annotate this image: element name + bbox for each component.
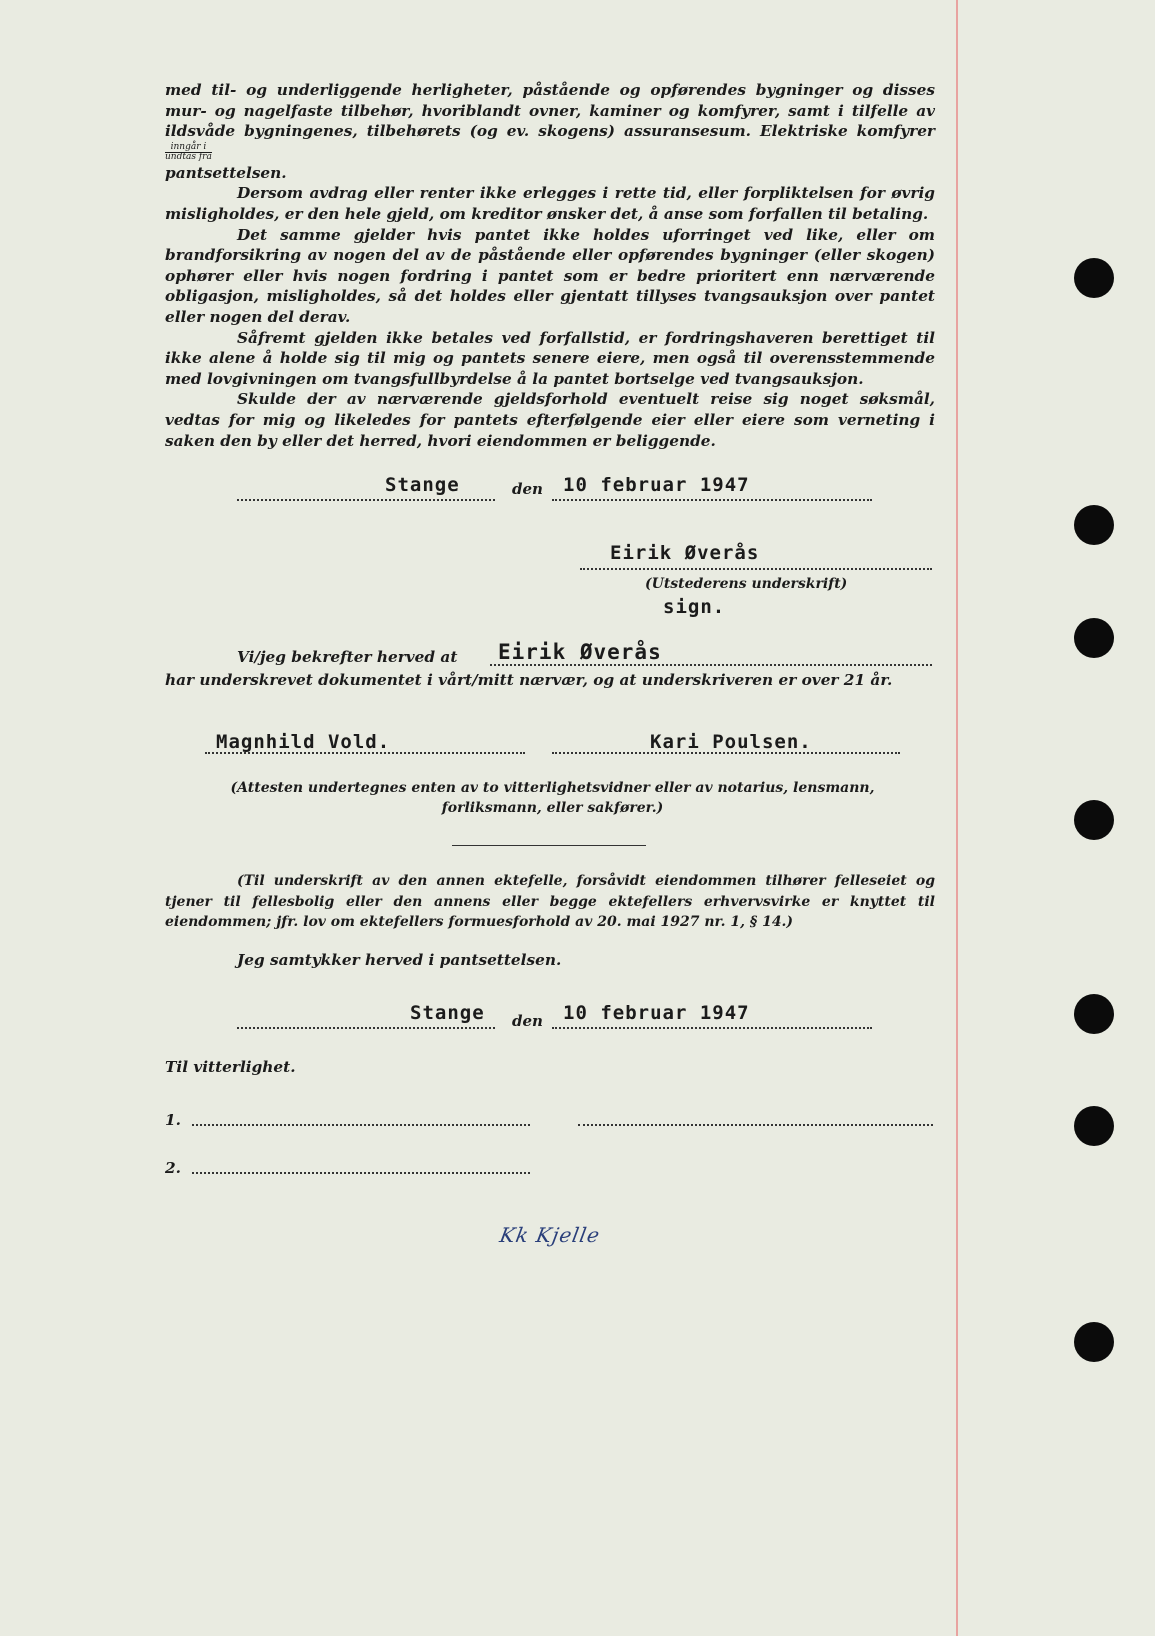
punch-hole [1074, 994, 1114, 1034]
mortgage-terms [165, 80, 935, 451]
divider [452, 845, 646, 846]
witness-1: Magnhild Vold. [216, 731, 391, 753]
date-line [552, 499, 872, 501]
vitterlighet-line-1b [578, 1124, 933, 1126]
place-line-2 [237, 1027, 495, 1029]
name-line [490, 664, 932, 666]
inline-fraction: inngår i undtas fra [165, 141, 212, 163]
punch-hole [1074, 505, 1114, 545]
punch-hole [1074, 800, 1114, 840]
den-label-1: den [512, 480, 543, 498]
paragraph-5: Skulde der av nærværende gjeldsforhold eventuelt reise sig noget søksmål, vedtas for mig og likeledes for pantets efterfølgende eier eller eiere som verneting i saken den by eller det herred, hvori eiendommen er beliggende. [165, 390, 935, 450]
handwritten-initials: Kk Kjelle [497, 1223, 603, 1247]
vitterlighet-line-1a [192, 1124, 530, 1126]
paragraph-2: Dersom avdrag eller renter ikke erlegges i rette tid, eller forpliktelsen for øvrig misligholdes, er den hele gjeld, om kreditor ønsker det, å anse som forfallen til betaling. [165, 184, 935, 223]
vitterlighet-label: Til vitterlighet. [165, 1058, 296, 1076]
paragraph-3: Det samme gjelder hvis pantet ikke holdes uforringet ved like, eller om brandforsikring av nogen del av de påstående eller opførendes bygninger (eller skogen) ophører eller hvis nogen fordring i pantet som er bedre prioritert enn nærværende obligasjon, misligholdes, så det holdes eller gjentatt tillyses tvangsauksjon over pantet eller nogen del derav. [165, 225, 935, 326]
witness-2: Kari Poulsen. [650, 731, 812, 753]
date-1: 10 februar 1947 [563, 474, 750, 496]
place-1: Stange [385, 474, 460, 496]
place-2: Stange [410, 1002, 485, 1024]
paragraph-4: Såfremt gjelden ikke betales ved forfallstid, er fordringshaveren berettiget til ikke alene å holde sig til mig og pantets senere eiere, men også til overensstemmende med lovgivningen om tvangsfullbyrdelse å la pantet bortselge ved tvangsauksjon. [165, 328, 935, 388]
witness-statement-name: Eirik Øverås [498, 640, 662, 664]
margin-line [956, 0, 958, 1636]
signature-line [580, 568, 932, 570]
consent-text: Jeg samtykker herved i pantsettelsen. [237, 951, 562, 969]
place-line [237, 499, 495, 501]
punch-hole [1074, 258, 1114, 298]
punch-hole [1074, 1106, 1114, 1146]
witness-1-line [205, 752, 525, 754]
den-label-2: den [512, 1012, 543, 1030]
vitterlighet-number-1: 1. [165, 1111, 181, 1129]
witness-2-line [552, 752, 900, 754]
witness-statement-prefix: Vi/jeg bekrefter herved at [237, 648, 458, 666]
vitterlighet-number-2: 2. [165, 1159, 181, 1177]
date-line-2 [552, 1027, 872, 1029]
sign-note: sign. [663, 596, 726, 618]
issuer-caption: (Utstederens underskrift) [645, 576, 848, 592]
witness-note: (Attesten undertegnes enten av to vitterlighetsvidner eller av notarius, lensmann, forliksmann, eller sakfører.) [230, 780, 875, 816]
punch-hole [1074, 1322, 1114, 1362]
issuer-signature: Eirik Øverås [610, 542, 760, 564]
date-2: 10 februar 1947 [563, 1002, 750, 1024]
punch-hole [1074, 618, 1114, 658]
witness-statement-suffix: har underskrevet dokumentet i vårt/mitt nærvær, og at underskriveren er over 21 år. [165, 671, 893, 689]
paragraph-1: med til- og underliggende herligheter, påstående og opførendes bygninger og disses mur- og nagelfaste tilbehør, hvoriblandt ovner, kaminer og komfyrer, samt i tilfelle av ildsvåde bygningenes, tilbehørets (og ev. skogens) assuransesum. Elektriske komfyrer inngår i undtas fra pantsettelsen. [165, 81, 935, 182]
vitterlighet-line-2 [192, 1172, 530, 1174]
spouse-note: (Til underskrift av den annen ektefelle, forsåvidt eiendommen tilhører felleseiet og tjener til fellesbolig eller den annens eller begge ektefellers erhvervsvirke er knyttet til eiendommen; jfr. lov om ektefellers formuesforhold av 20. mai 1927 nr. 1, § 14.) [165, 873, 935, 930]
